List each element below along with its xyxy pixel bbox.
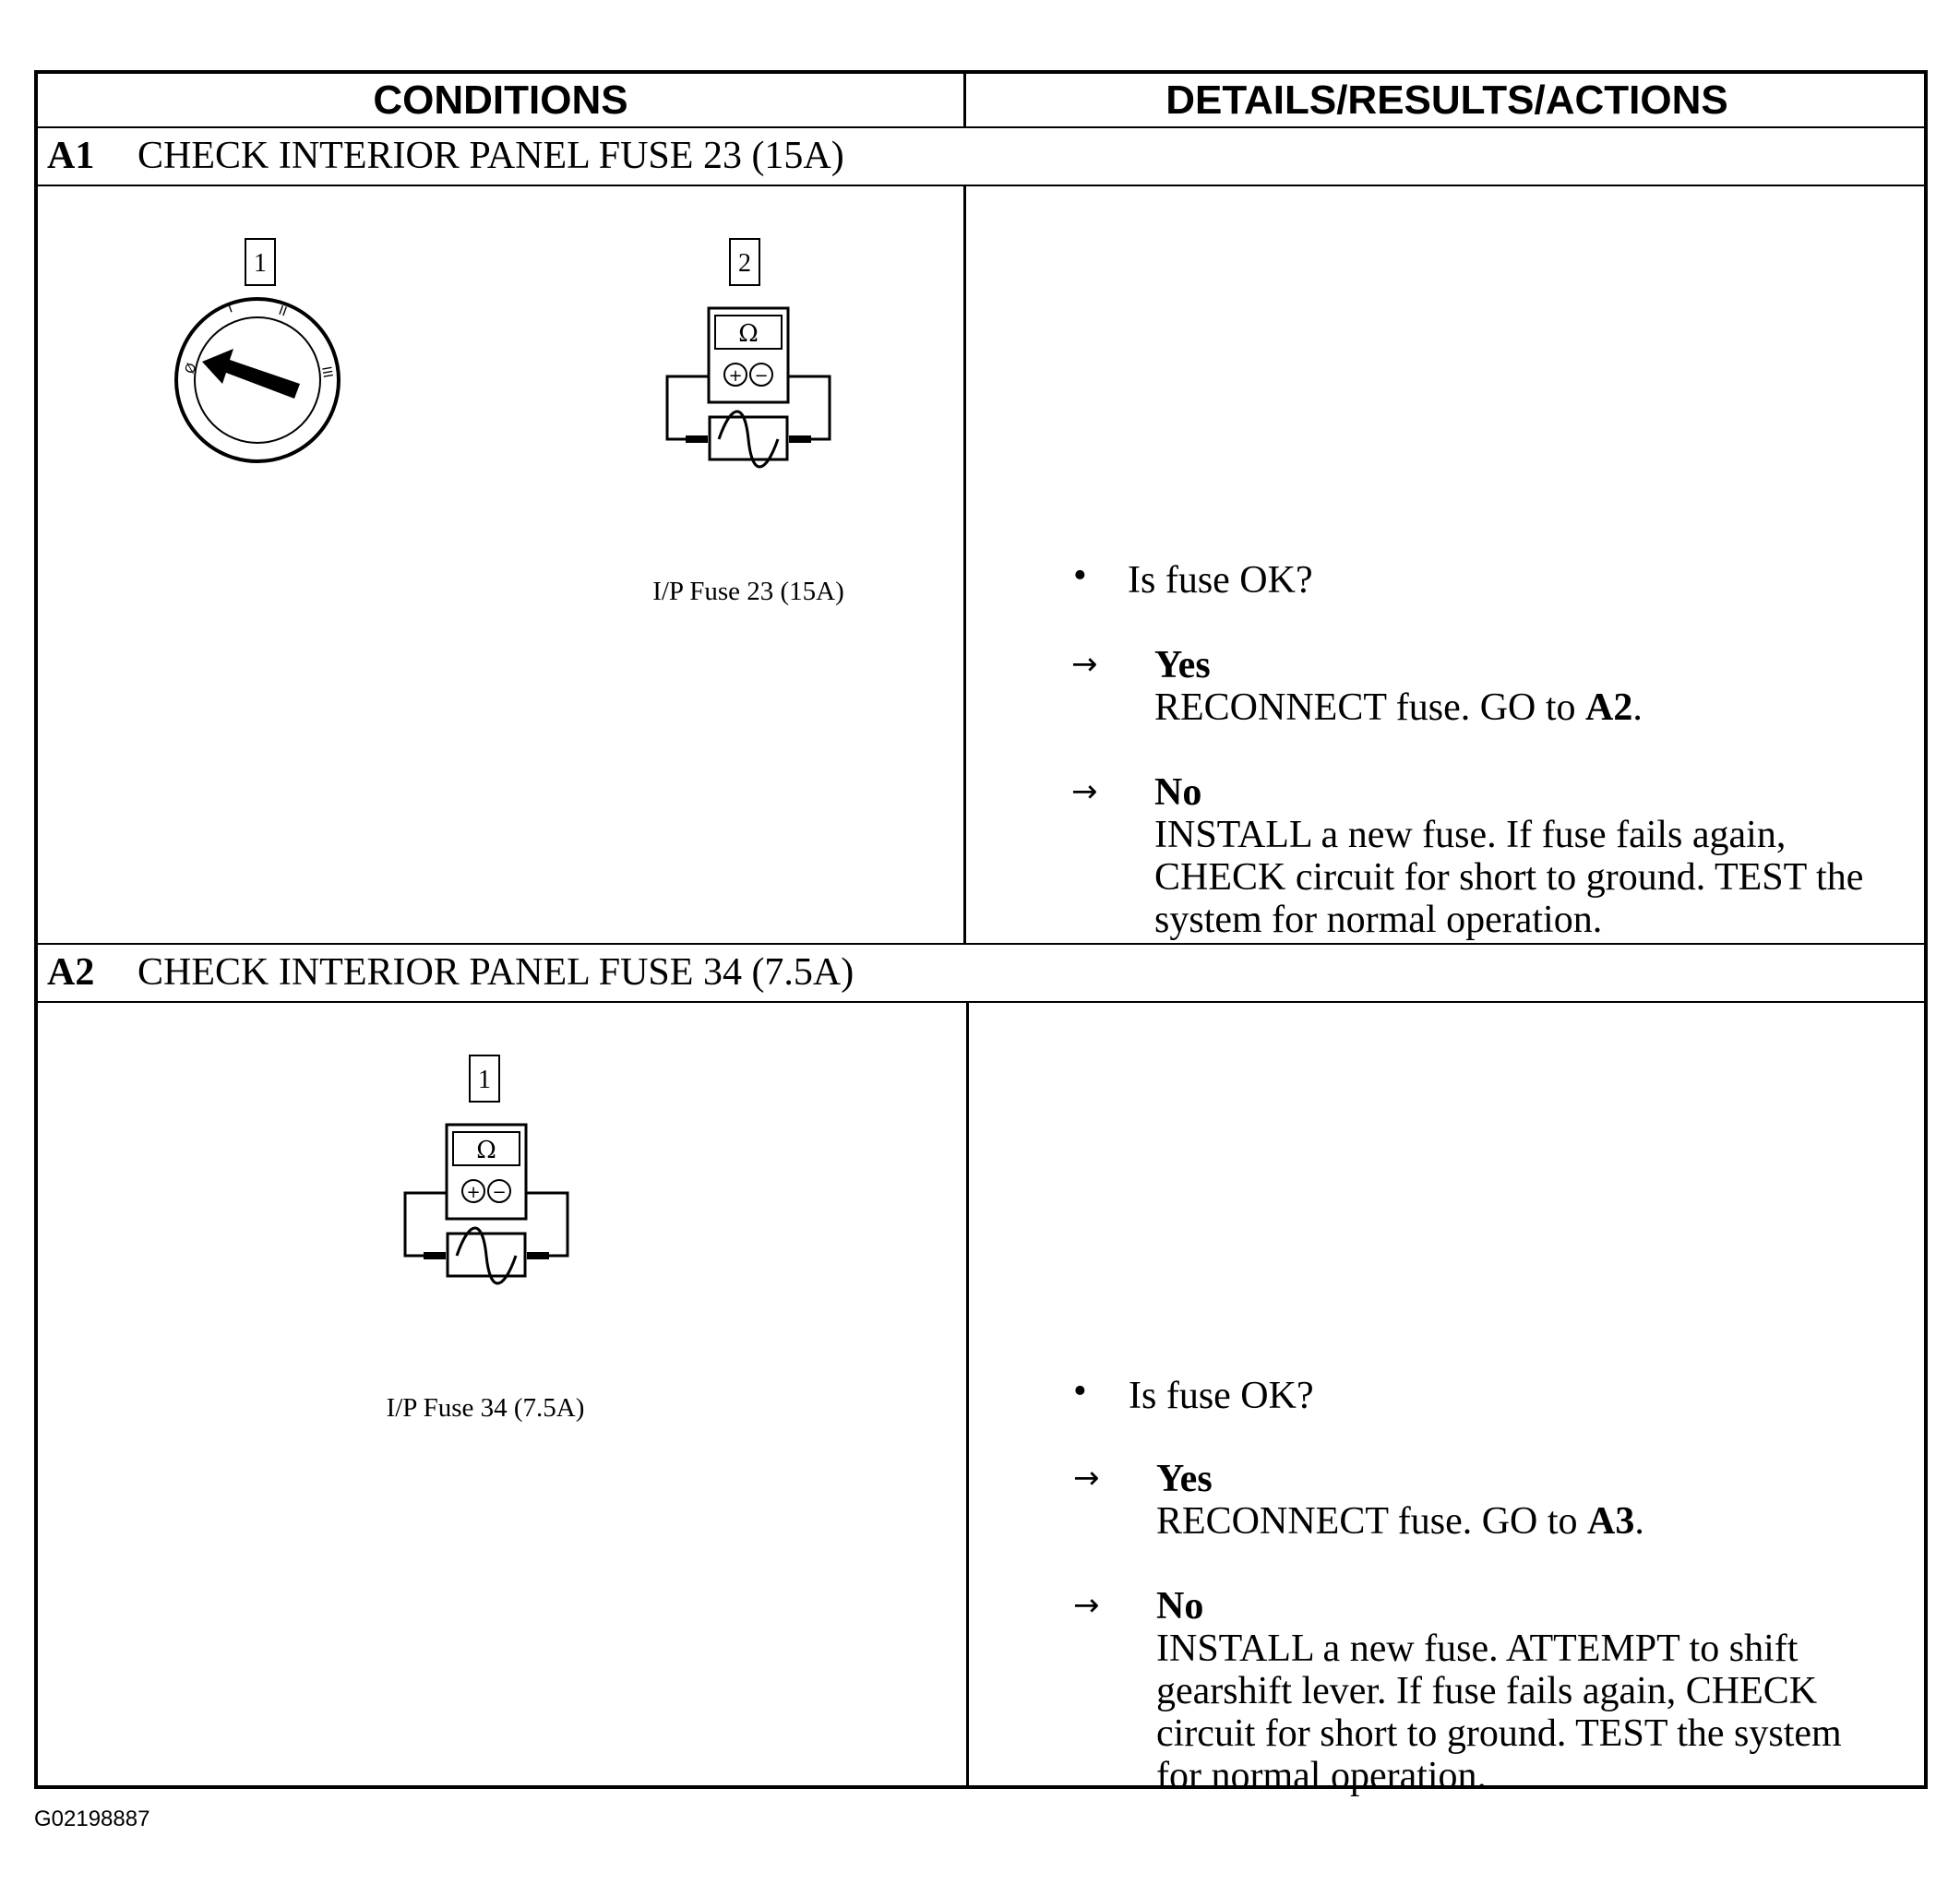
no-text-line: gearshift lever. If fuse fails again, CHECK [1156, 1670, 1818, 1712]
no-text-line: circuit for short to ground. TEST the system [1156, 1712, 1842, 1755]
goto-a3: A3 [1587, 1500, 1635, 1543]
yes-label-a2: Yes [1156, 1458, 1213, 1500]
svg-text:+: + [728, 366, 743, 386]
ignition-switch-icon [174, 297, 341, 463]
diagnostic-table [34, 70, 1928, 1797]
conditions-header: CONDITIONS [373, 78, 628, 123]
svg-text:2: 2 [738, 249, 751, 278]
a1-title-rule [38, 185, 1924, 186]
question-a2: Is fuse OK? [1129, 1375, 1314, 1417]
bullet-icon: • [1073, 1370, 1087, 1413]
a2-column-divider [966, 1001, 969, 1785]
callout-1-box [469, 1055, 500, 1103]
a1-column-divider [963, 185, 966, 943]
svg-text:Ø: Ø [182, 361, 200, 376]
step-title-text-a1: CHECK INTERIOR PANEL FUSE 23 (15A) [137, 135, 844, 177]
arrow-icon: → [1071, 773, 1098, 810]
svg-text:1: 1 [254, 249, 267, 278]
no-text-line: for normal operation. [1156, 1755, 1488, 1797]
no-option-a2 [1156, 1585, 1842, 1797]
step-id-a1: A1 [47, 135, 95, 177]
yes-option-a1: Yes RECONNECT fuse. GO to A2. [1154, 644, 1643, 729]
callout-2-box [729, 238, 760, 286]
no-text-line: system for normal operation. [1154, 899, 1603, 941]
svg-text:II: II [276, 303, 289, 320]
question-a1: Is fuse OK? [1128, 559, 1313, 602]
svg-text:Ω: Ω [476, 1137, 496, 1164]
step-id-a2: A2 [47, 951, 95, 994]
svg-text:Ω: Ω [738, 320, 759, 348]
ohmmeter-fuse-icon-a2 [400, 1123, 575, 1298]
a2-title-rule [38, 1001, 1924, 1003]
svg-text:III: III [318, 364, 335, 379]
no-text-line: INSTALL a new fuse. If fuse fails again, [1154, 814, 1787, 856]
arrow-icon: → [1071, 646, 1098, 683]
yes-label-a1: Yes [1154, 644, 1211, 686]
svg-text:−: − [754, 366, 769, 386]
step-title-a1 [47, 128, 844, 184]
arrow-icon: → [1073, 1587, 1100, 1624]
step-title-a2 [47, 945, 854, 1000]
yes-option-a2: Yes RECONNECT fuse. GO to A3. [1156, 1458, 1644, 1543]
no-label-a1: No [1154, 771, 1202, 814]
ohmmeter-fuse-icon-a1 [662, 306, 837, 482]
arrow-icon: → [1073, 1460, 1100, 1497]
yes-text-a1: RECONNECT fuse. GO to [1154, 686, 1586, 729]
fuse-caption-a2: I/P Fuse 34 (7.5A) [386, 1393, 585, 1423]
step-title-text-a2: CHECK INTERIOR PANEL FUSE 34 (7.5A) [137, 951, 855, 994]
bullet-icon: • [1073, 554, 1087, 597]
details-header: DETAILS/RESULTS/ACTIONS [1165, 78, 1728, 123]
no-text-line: CHECK circuit for short to ground. TEST the [1154, 856, 1864, 899]
goto-a2: A2 [1585, 686, 1633, 729]
svg-text:1: 1 [478, 1066, 491, 1094]
no-label-a2: No [1156, 1585, 1204, 1628]
callout-1-box [245, 238, 276, 286]
header-divider [963, 74, 966, 126]
svg-text:I: I [225, 301, 235, 316]
yes-text-a2: RECONNECT fuse. GO to [1156, 1500, 1588, 1543]
figure-code: G02198887 [34, 1807, 150, 1831]
svg-text:+: + [466, 1183, 481, 1202]
svg-text:−: − [492, 1183, 507, 1202]
no-option-a1 [1154, 771, 1863, 941]
fuse-caption-a1: I/P Fuse 23 (15A) [652, 577, 844, 606]
no-text-line: INSTALL a new fuse. ATTEMPT to shift [1156, 1628, 1799, 1670]
